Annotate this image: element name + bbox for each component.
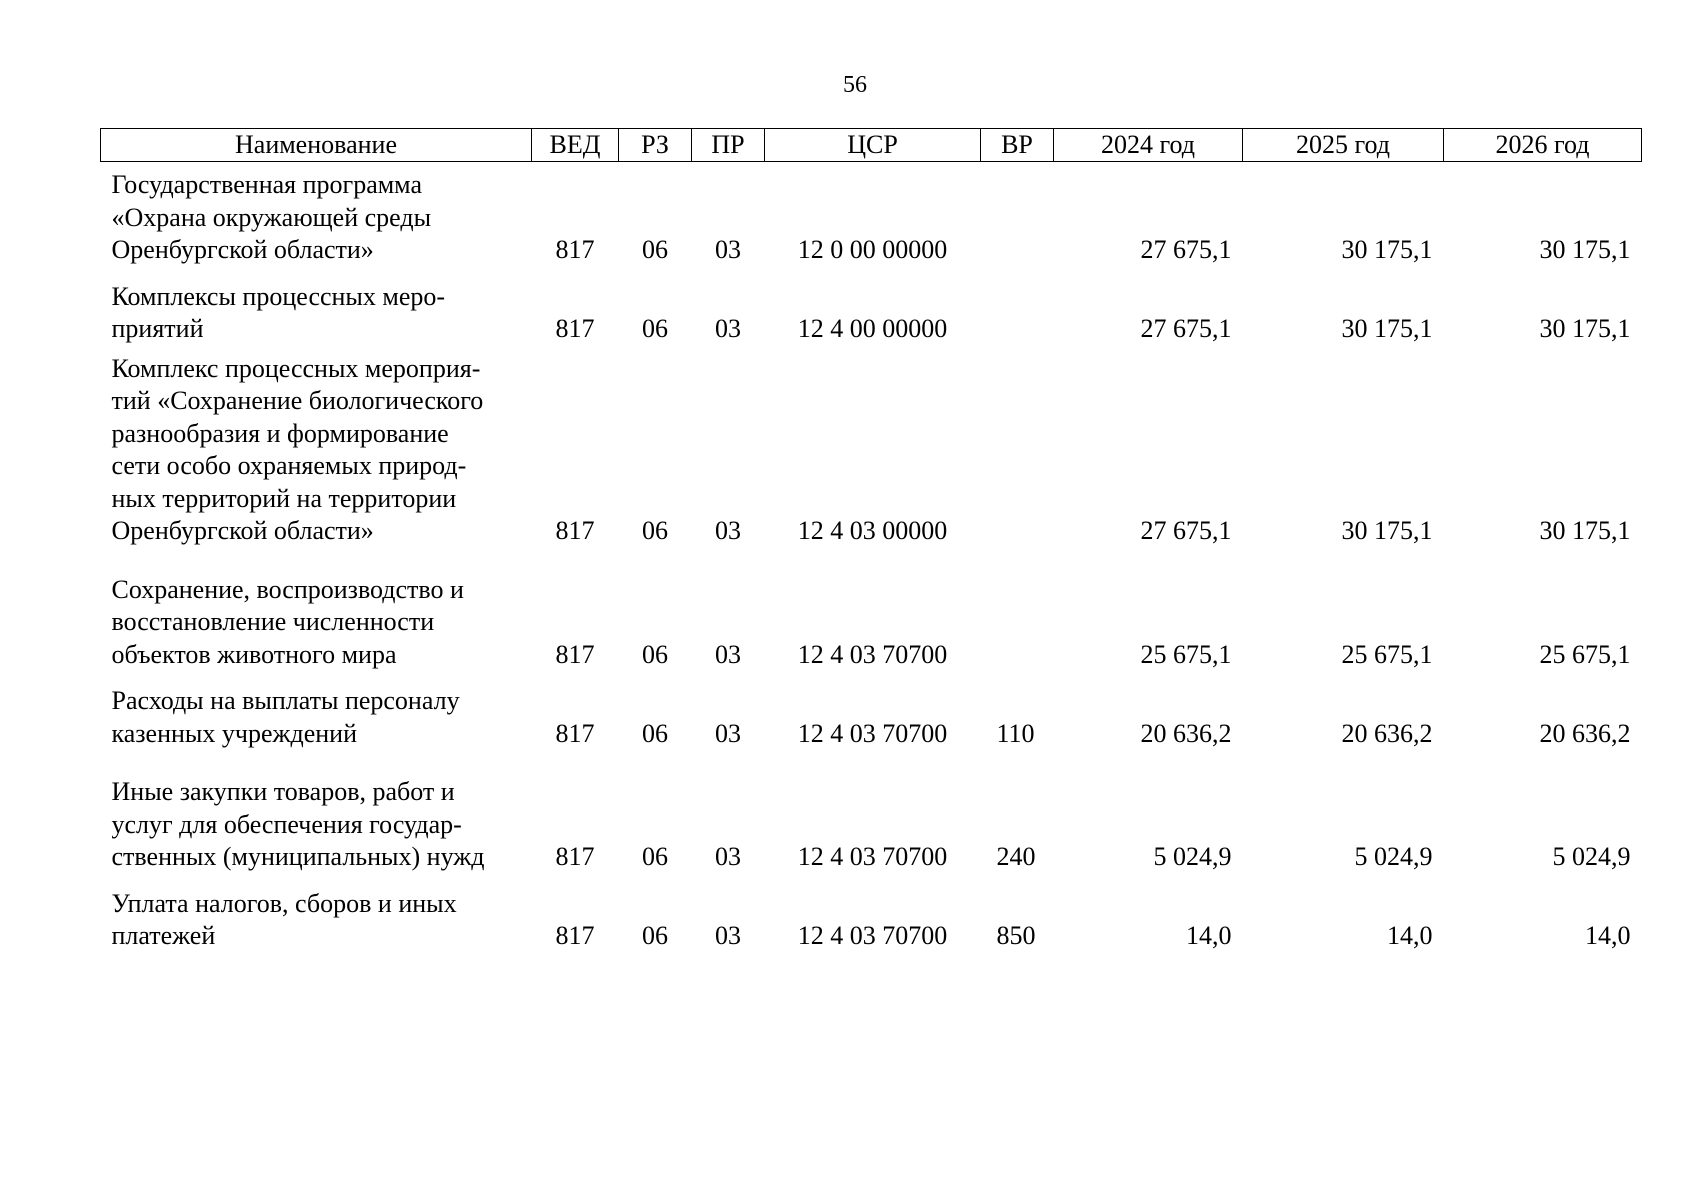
row-ved: 817 [555,842,595,871]
row-2024: 27 675,1 [1140,314,1232,343]
row-2024: 27 675,1 [1140,516,1232,545]
row-vr [981,162,1054,267]
header-ved: ВЕД [532,129,619,162]
row-name-line: «Охрана окружающей среды [111,202,432,232]
table-row [101,874,1642,953]
budget-table [100,128,1642,953]
row-name-line: Расходы на выплаты персоналу [111,686,460,715]
row-pr: 03 [715,842,741,871]
row-ved: 817 [555,235,595,264]
row-name-line: сети особо охраняемых природ- [111,451,467,480]
row-name [101,162,532,267]
row-2025: 25 675,1 [1341,639,1433,669]
row-ved: 817 [555,639,595,669]
row-name-line: Комплексы процессных меро- [111,281,446,311]
row-csr: 12 4 03 70700 [797,842,948,871]
row-name-line: разнообразия и формирование [111,418,449,448]
row-2026: 14,0 [1585,921,1631,950]
table-row [101,346,1642,548]
row-name-line: ных территорий на территории [111,483,457,513]
row-name [101,750,532,874]
header-2024: 2024 год [1054,129,1243,162]
row-vr [981,346,1054,548]
row-name [101,267,532,346]
row-name-line: Комплекс процессных мероприя- [111,353,481,383]
row-pr: 03 [715,718,741,748]
row-name-line: Сохранение, воспроизводство и [111,574,464,604]
table-row [101,162,1642,267]
table-row [101,548,1642,672]
header-2026: 2026 год [1444,129,1642,162]
row-2024: 5 024,9 [1153,842,1232,871]
row-name-line: Иные закупки товаров, работ и [111,777,455,806]
row-name [101,874,532,953]
row-csr: 12 0 00 00000 [797,235,948,264]
row-2025: 30 175,1 [1341,314,1433,343]
row-2024: 25 675,1 [1140,639,1232,669]
row-pr: 03 [715,235,741,264]
row-csr: 12 4 03 70700 [797,718,948,748]
row-2026: 30 175,1 [1539,235,1631,264]
row-ved: 817 [555,314,595,343]
row-pr: 03 [715,639,741,669]
row-2026: 30 175,1 [1539,516,1631,545]
row-name-line: платежей [111,921,216,950]
row-csr: 12 4 03 70700 [797,921,948,950]
row-pr: 03 [715,921,741,950]
row-csr: 12 4 03 70700 [797,639,948,669]
header-2025: 2025 год [1243,129,1444,162]
row-pr: 03 [715,314,741,343]
row-rz: 06 [642,314,668,343]
row-pr: 03 [715,516,741,545]
row-vr: 110 [996,718,1035,748]
row-name-line: объектов животного мира [111,639,397,669]
table-row [101,267,1642,346]
row-name-line: ственных (муниципальных) нужд [111,842,485,871]
row-rz: 06 [642,639,668,669]
header-rz: РЗ [619,129,692,162]
row-2025: 30 175,1 [1341,235,1433,264]
row-name-line: Государственная программа [111,170,423,199]
row-name-line: Уплата налогов, сборов и иных [111,888,457,918]
row-rz: 06 [642,516,668,545]
table-header-row [101,129,1642,162]
row-2025: 14,0 [1387,921,1433,950]
header-vr: ВР [981,129,1054,162]
row-name-line: казенных учреждений [111,718,357,748]
row-rz: 06 [642,235,668,264]
row-ved: 817 [555,718,595,748]
row-ved: 817 [555,516,595,545]
table-row [101,671,1642,750]
row-name-line: Оренбургской области» [111,235,374,264]
row-csr: 12 4 03 00000 [797,516,948,545]
row-2026: 30 175,1 [1539,314,1631,343]
row-vr: 850 [996,921,1036,950]
row-2024: 20 636,2 [1140,718,1232,748]
row-name [101,346,532,548]
row-name-line: услуг для обеспечения государ- [111,809,462,839]
row-2026: 5 024,9 [1552,842,1631,871]
row-vr [981,267,1054,346]
row-csr: 12 4 00 00000 [797,314,948,343]
row-vr: 240 [996,842,1036,871]
row-rz: 06 [642,921,668,950]
header-pr: ПР [692,129,765,162]
row-ved: 817 [555,921,595,950]
row-name-line: восстановление численности [111,607,435,636]
row-rz: 06 [642,842,668,871]
row-2025: 30 175,1 [1341,516,1433,545]
row-name-line: приятий [111,314,204,343]
header-csr: ЦСР [765,129,981,162]
row-2026: 20 636,2 [1539,718,1631,748]
row-rz: 06 [642,718,668,748]
row-2025: 5 024,9 [1354,842,1433,871]
row-2024: 27 675,1 [1140,235,1232,264]
table-body [101,162,1642,953]
header-name: Наименование [101,129,532,162]
row-name [101,548,532,672]
page-number: 56 [843,72,867,98]
row-name-line: Оренбургской области» [111,516,374,545]
row-2025: 20 636,2 [1341,718,1433,748]
row-2024: 14,0 [1186,921,1232,950]
row-name-line: тий «Сохранение биологического [111,386,484,415]
row-vr [981,548,1054,672]
row-name [101,671,532,750]
table-row [101,750,1642,874]
row-2026: 25 675,1 [1539,639,1631,669]
